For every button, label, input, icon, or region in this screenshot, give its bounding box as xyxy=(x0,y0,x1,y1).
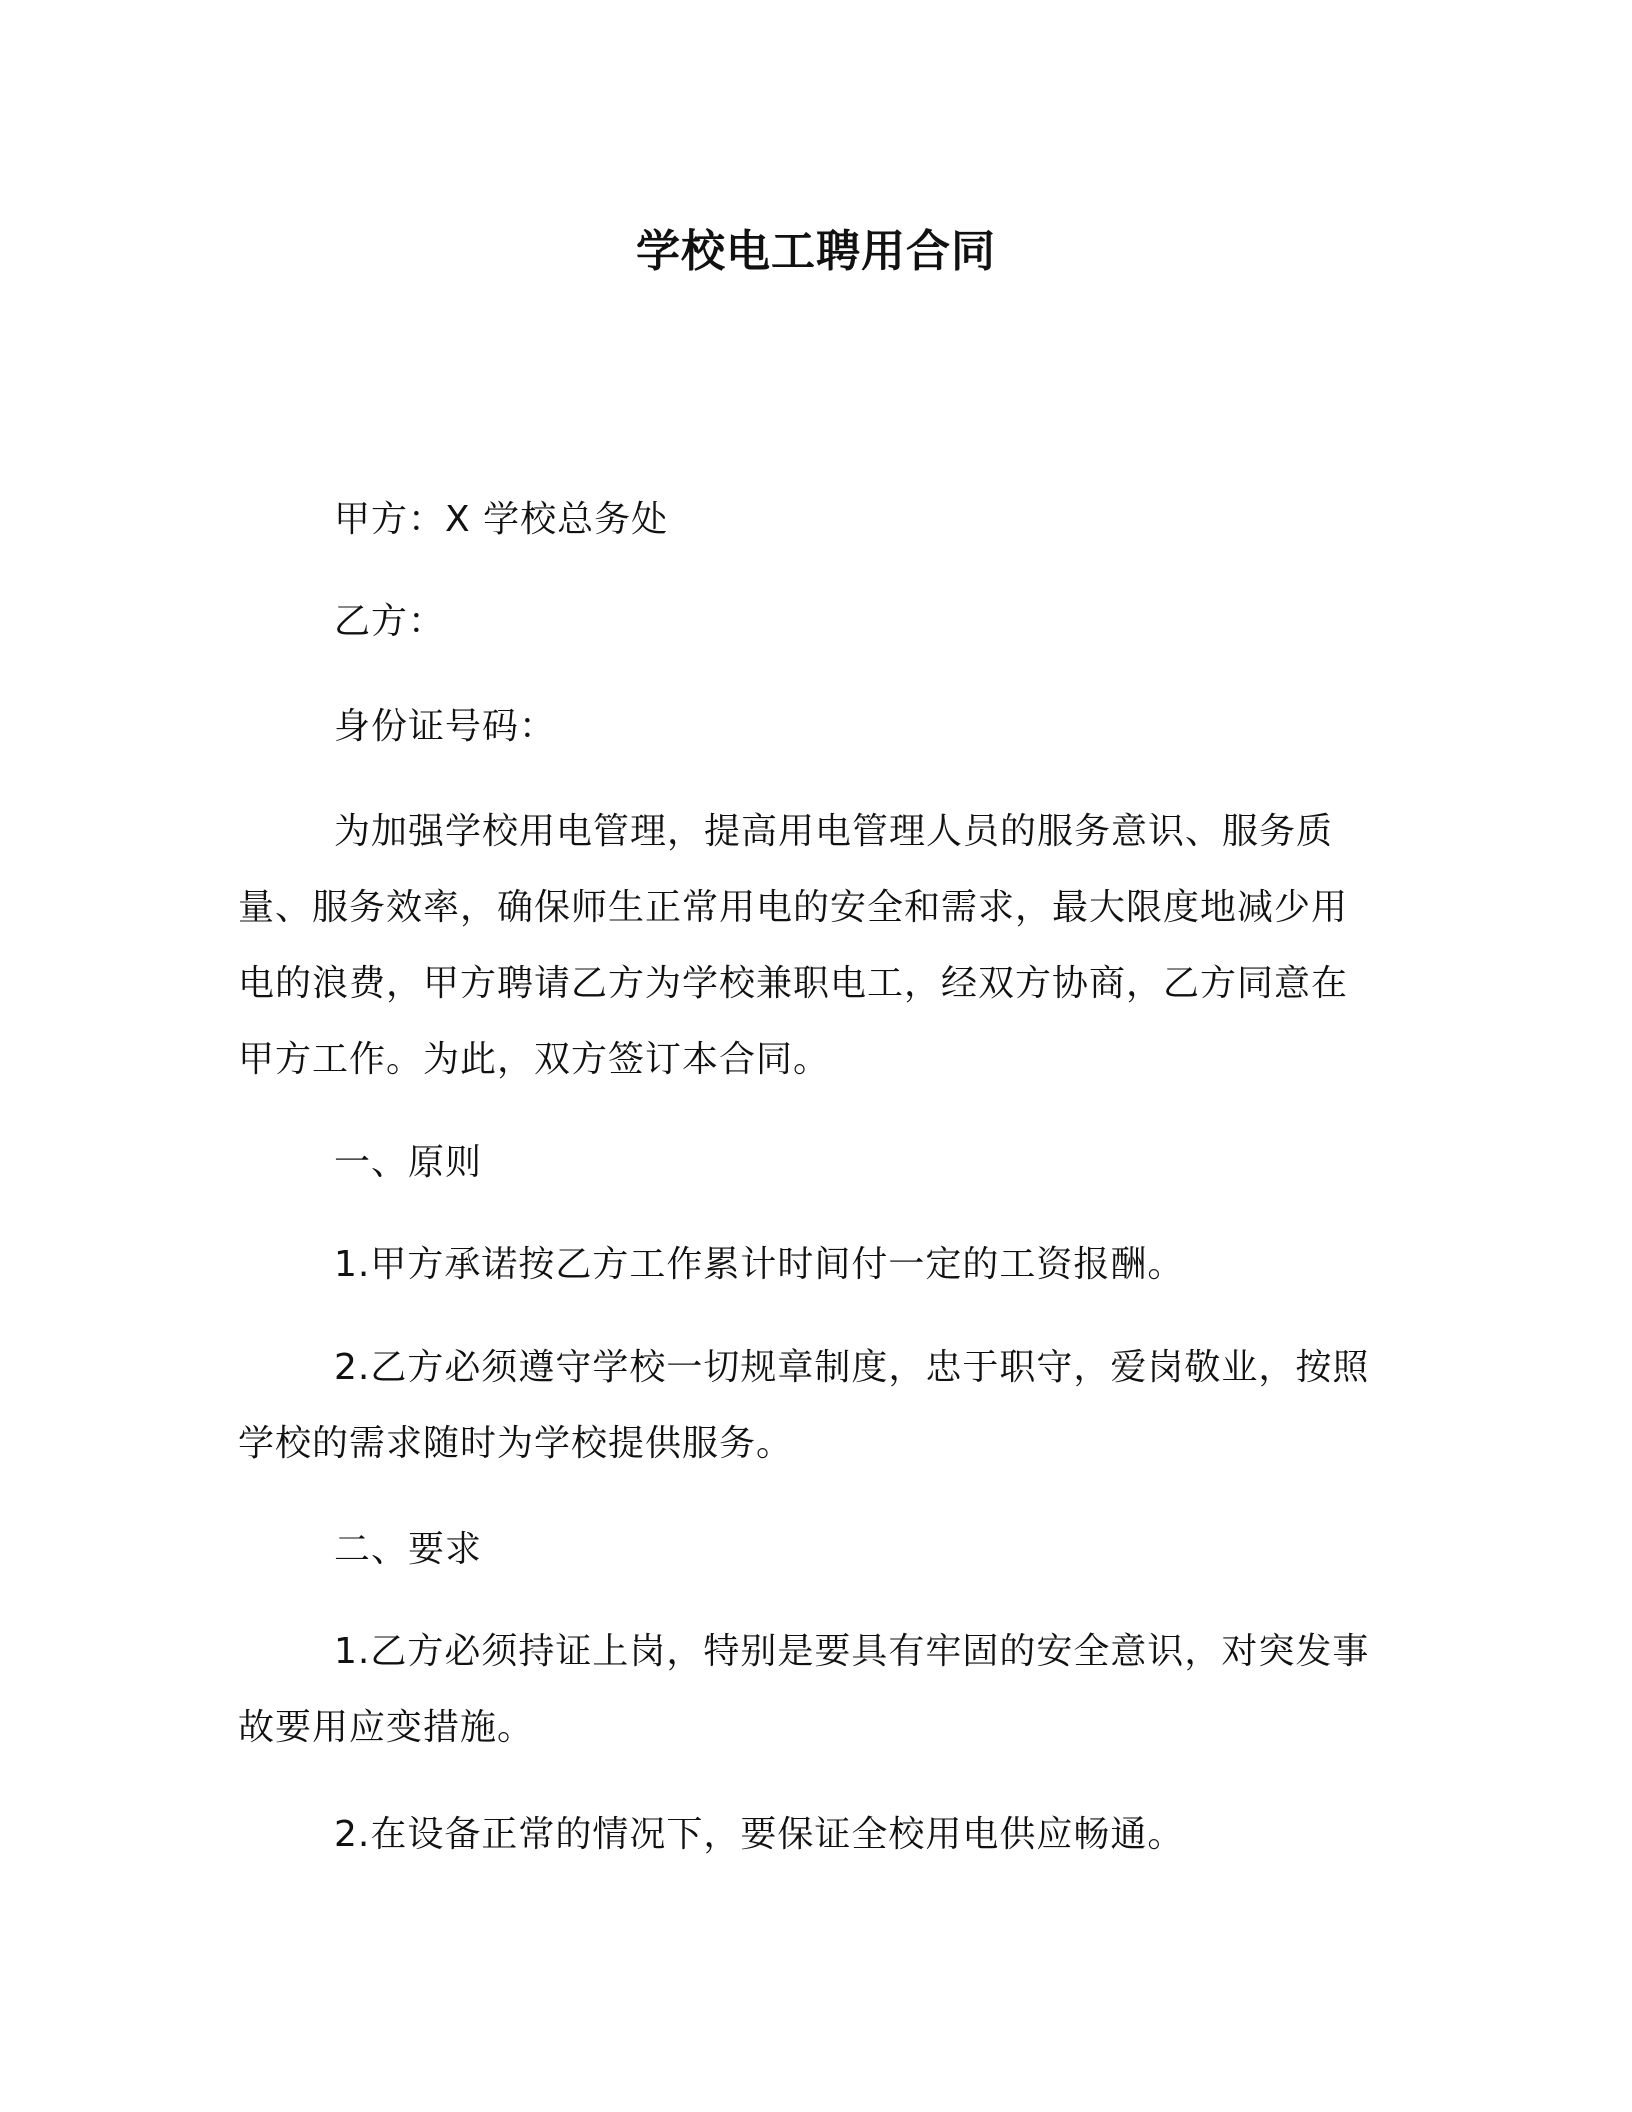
section1-item2: 2.乙方必须遵守学校一切规章制度，忠于职守，爱岗敬业，按照学校的需求随时为学校提供服务。 xyxy=(238,1347,1370,1464)
document-title: 学校电工聘用合同 xyxy=(636,226,996,277)
section1-heading: 一、原则 xyxy=(334,1142,483,1183)
party-a-line: 甲方：X 学校总务处 xyxy=(334,499,669,540)
section2-heading: 二、要求 xyxy=(334,1529,483,1570)
section1-item1: 1.甲方承诺按乙方工作累计时间付一定的工资报酬。 xyxy=(334,1244,1185,1285)
id-number-line: 身份证号码： xyxy=(334,706,557,747)
party-b-line: 乙方： xyxy=(334,601,446,642)
section2-item2: 2.在设备正常的情况下，要保证全校用电供应畅通。 xyxy=(334,1814,1185,1855)
section2-item1: 1.乙方必须持证上岗，特别是要具有牢固的安全意识，对突发事故要用应变措施。 xyxy=(238,1631,1370,1748)
intro-paragraph: 为加强学校用电管理，提高用电管理人员的服务意识、服务质量、服务效率，确保师生正常用电的安全和需求，最大限度地减少用电的浪费，甲方聘请乙方为学校兼职电工，经双方协商，乙方同意在甲方工作。为此，双方签订本合同。 xyxy=(238,811,1349,1080)
